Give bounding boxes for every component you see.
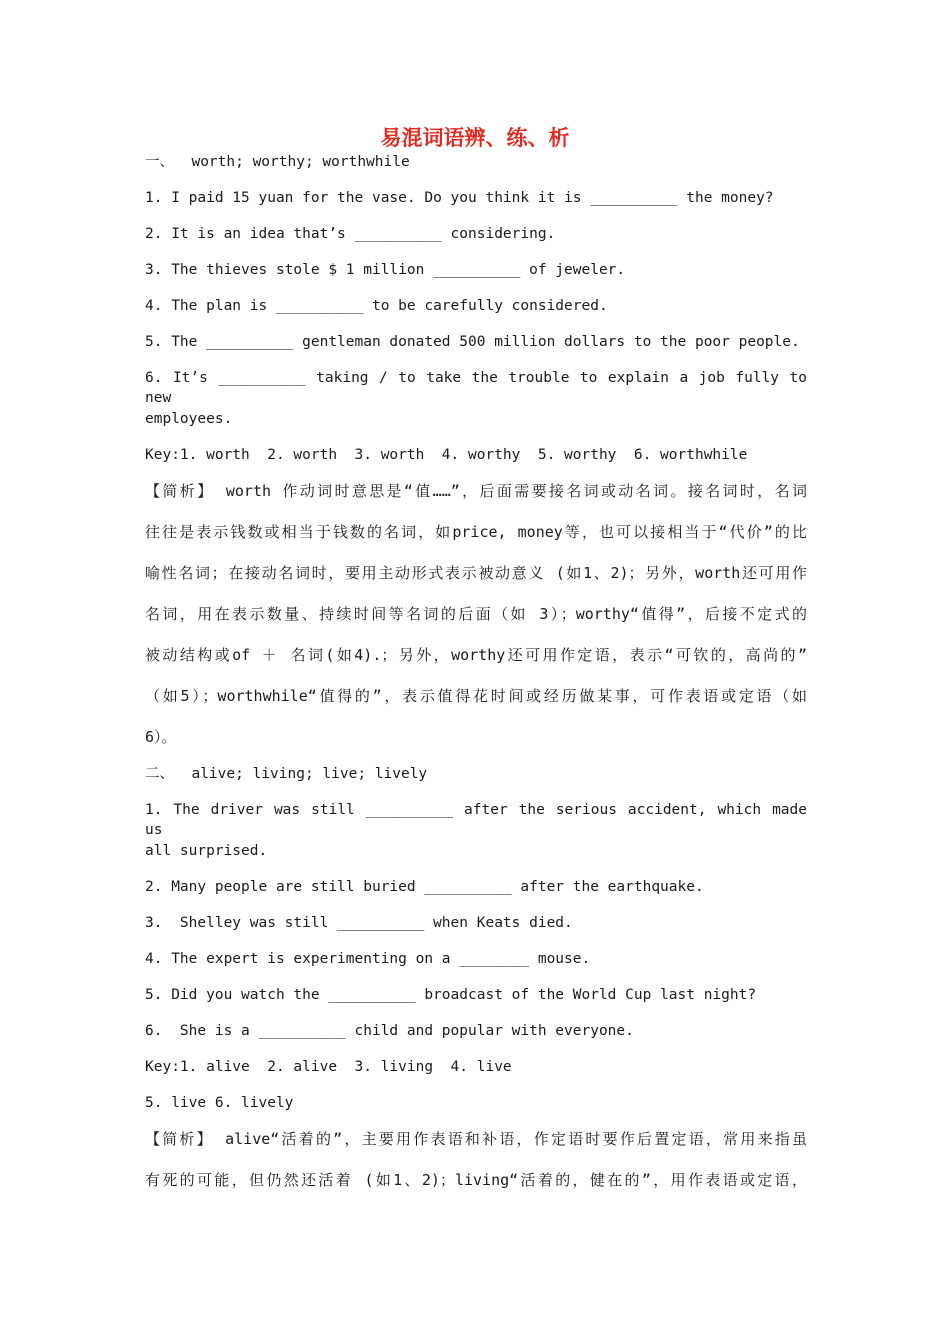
section1-analysis-line-4: 名词，用在表示数量、持续时间等名词的后面（如 3）；worthy“值得”，后接不定式的: [145, 605, 807, 623]
section1-analysis-line-6: （如5）；worthwhile“值得的”，表示值得花时间或经历做某事，可作表语或定语（如: [145, 687, 807, 705]
section2-analysis-line-2: 有死的可能，但仍然还活着 (如1、2)；living“活着的，健在的”，用作表语或定语，: [145, 1171, 807, 1189]
section1-question-4: 4. The plan is __________ to be carefully considered.: [145, 298, 608, 314]
section1-analysis-line-1: 【简析】 worth 作动词时意思是“值……”，后面需要接名词或动名词。接名词时，名词: [145, 482, 807, 500]
section2-question-5: 5. Did you watch the __________ broadcast of the World Cup last night?: [145, 987, 757, 1003]
section1-analysis-line-7: 6）。: [145, 728, 177, 746]
section2-key-line-2: 5. live 6. lively: [145, 1095, 294, 1111]
section2-question-2: 2. Many people are still buried __________ after the earthquake.: [145, 879, 704, 895]
section1-analysis-line-3: 喻性名词；在接动名词时，要用主动形式表示被动意义 (如1、2)；另外，worth还可用作: [145, 564, 807, 582]
document-title: 易混词语辨、练、析: [380, 125, 570, 150]
section2-question-3: 3. Shelley was still __________ when Keats died.: [145, 915, 573, 931]
section2-heading: 二、 alive; living; live; lively: [145, 766, 428, 782]
section1-analysis-line-2: 往往是表示钱数或相当于钱数的名词，如price, money等，也可以接相当于“代价”的比: [145, 523, 807, 541]
section1-analysis-line-5: 被动结构或of ＋ 名词(如4).；另外，worthy还可用作定语，表示“可钦的，高尚的”: [145, 646, 807, 664]
section1-question-2: 2. It is an idea that’s __________ considering.: [145, 226, 556, 242]
section1-question-5: 5. The __________ gentleman donated 500 million dollars to the poor people.: [145, 334, 800, 350]
section1-key: Key:1. worth 2. worth 3. worth 4. worthy 5. worthy 6. worthwhile: [145, 447, 748, 463]
section2-question-1: 1. The driver was still __________ after the serious accident, which made us: [145, 802, 807, 838]
section1-question-1: 1. I paid 15 yuan for the vase. Do you think it is __________ the money?: [145, 190, 774, 206]
section2-question-4: 4. The expert is experimenting on a ________ mouse.: [145, 951, 591, 967]
section1-question-6: 6. It’s __________ taking / to take the trouble to explain a job fully to new: [145, 370, 807, 406]
section2-question-6: 6. She is a __________ child and popular with everyone.: [145, 1023, 634, 1039]
section2-question-1-cont: all surprised.: [145, 843, 268, 859]
section1-question-3: 3. The thieves stole $ 1 million __________ of jeweler.: [145, 262, 626, 278]
section2-analysis-line-1: 【简析】 alive“活着的”，主要用作表语和补语，作定语时要作后置定语，常用来指虽: [145, 1130, 807, 1148]
section1-heading: 一、 worth; worthy; worthwhile: [145, 154, 410, 170]
section1-question-6-cont: employees.: [145, 411, 233, 427]
section2-key-line-1: Key:1. alive 2. alive 3. living 4. live: [145, 1059, 512, 1075]
